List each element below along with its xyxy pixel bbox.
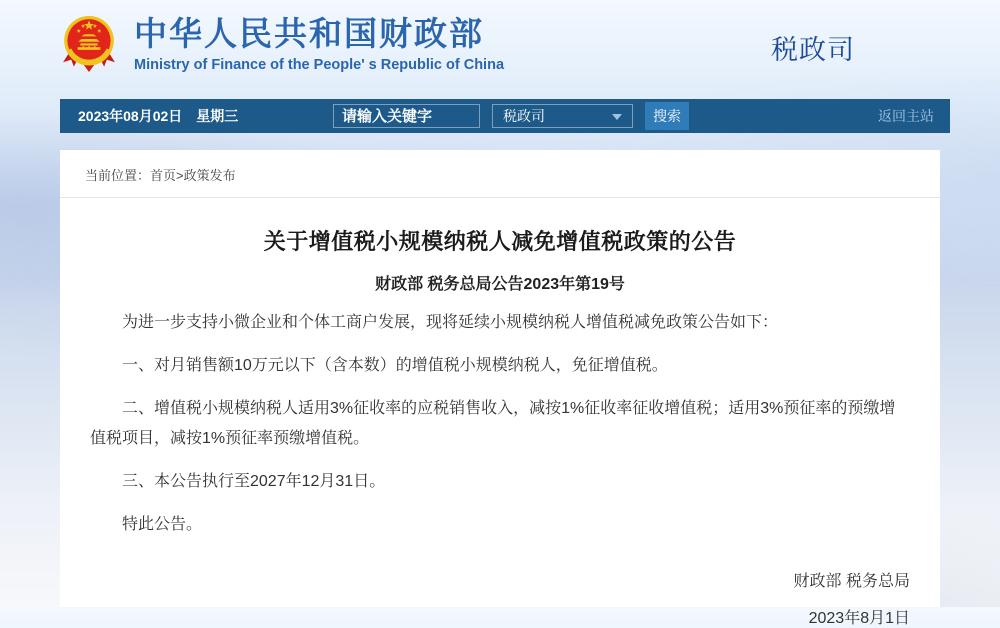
breadcrumb	[60, 150, 940, 198]
department-name: 税政司	[771, 35, 855, 65]
breadcrumb-section-link[interactable]: 政策发布	[183, 168, 236, 183]
search-button[interactable]: 搜索	[645, 102, 689, 130]
search-scope-value: 税政司	[503, 108, 545, 124]
back-to-main-site-link[interactable]: 返回主站	[878, 108, 934, 124]
paragraph: 三、本公告执行至2027年12月31日。	[122, 473, 386, 490]
breadcrumb-home-link[interactable]: 首页	[150, 168, 177, 183]
breadcrumb-prefix: 当前位置：	[85, 168, 151, 183]
paragraph: 特此公告。	[122, 516, 203, 533]
brand-text	[134, 14, 504, 73]
article	[60, 225, 940, 628]
issuer-signature: 财政部 税务总局	[793, 573, 910, 590]
current-date: 2023年08月02日 星期三	[78, 108, 239, 124]
document-number: 财政部 税务总局公告2023年第19号	[375, 276, 625, 293]
site-logo[interactable]	[62, 14, 504, 76]
national-emblem-icon	[62, 14, 116, 76]
issue-date: 2023年8月1日	[808, 610, 910, 627]
navbar	[60, 99, 950, 133]
site-title-en: Ministry of Finance of the People' s Republic of China	[134, 57, 505, 73]
article-title: 关于增值税小规模纳税人减免增值税政策的公告	[263, 229, 737, 254]
site-header	[0, 0, 1000, 99]
search-input[interactable]	[333, 104, 480, 128]
breadcrumb-separator: >	[176, 168, 184, 183]
search-scope-dropdown[interactable]	[492, 104, 633, 128]
paragraph: 为进一步支持小微企业和个体工商户发展，现将延续小规模纳税人增值税减免政策公告如下：	[122, 314, 779, 331]
site-title-cn: 中华人民共和国财政部	[134, 15, 484, 52]
content-box	[60, 150, 940, 627]
paragraph: 一、对月销售额10万元以下（含本数）的增值税小规模纳税人，免征增值税。	[122, 357, 668, 374]
paragraph: 二、增值税小规模纳税人适用3%征收率的应税销售收入，减按1%征收率征收增值税；适用3%预征率的预缴增值税项目，减按1%预征率预缴增值税。	[90, 400, 896, 447]
article-body	[90, 308, 910, 540]
chevron-down-icon	[612, 114, 622, 120]
